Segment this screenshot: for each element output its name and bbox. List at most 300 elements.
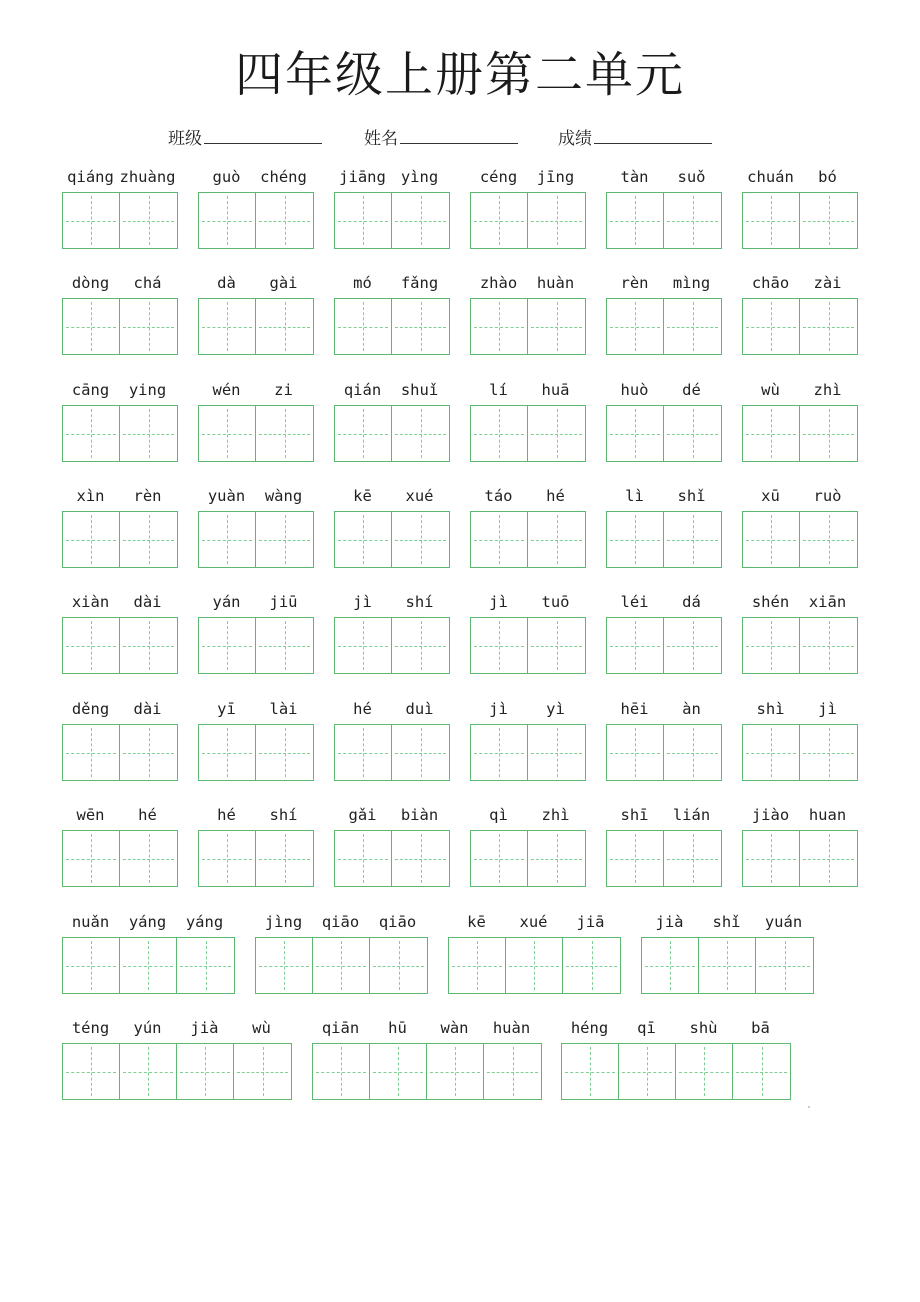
pinyin-syllable: jìng [264,913,303,931]
writing-grid [742,298,858,355]
pinyin-syllable: wàn [440,1019,469,1037]
pinyin-syllable: tàn [620,168,649,186]
writing-grid [606,192,722,249]
pinyin-syllable: jì [489,593,508,611]
writing-grid [62,192,178,249]
tianzige-cell[interactable] [743,193,800,248]
writing-grid [334,192,450,249]
pinyin-row [470,804,584,826]
tianzige-cell[interactable] [335,512,392,567]
word-group [742,485,858,570]
tianzige-cell[interactable] [392,831,449,886]
tianzige-cell[interactable] [743,406,800,461]
word-group [198,804,314,889]
tianzige-cell[interactable] [63,406,120,461]
pinyin-syllable: léi [620,593,649,611]
writing-grid [255,937,428,994]
pinyin-row [470,591,584,613]
writing-grid [742,617,858,674]
tianzige-cell[interactable] [471,618,528,673]
tianzige-cell[interactable] [63,512,120,567]
pinyin-syllable: wēn [76,806,105,824]
pinyin-syllable: huā [541,381,570,399]
pinyin-syllable: dá [682,593,701,611]
score-blank[interactable] [594,127,712,144]
pinyin-syllable: jiào [751,806,790,824]
pinyin-syllable: shǐ [677,487,706,505]
word-group [742,166,858,251]
writing-grid [742,830,858,887]
word-group [198,272,314,357]
pinyin-row [742,272,856,294]
tianzige-cell[interactable] [120,938,177,993]
tianzige-cell[interactable] [120,193,177,248]
tianzige-cell[interactable] [256,938,313,993]
tianzige-cell[interactable] [199,618,256,673]
tianzige-cell[interactable] [471,299,528,354]
writing-grid [470,617,586,674]
tianzige-cell[interactable] [234,1044,291,1099]
name-field[interactable] [364,126,518,152]
pinyin-row [62,911,233,933]
tianzige-cell[interactable] [562,1044,619,1099]
tianzige-cell[interactable] [63,299,120,354]
class-field[interactable] [168,126,322,152]
writing-grid [62,724,178,781]
writing-grid [606,511,722,568]
tianzige-cell[interactable] [642,938,699,993]
pinyin-syllable: qì [489,806,508,824]
tianzige-cell[interactable] [664,406,721,461]
class-label: 班级 [168,129,202,149]
tianzige-cell[interactable] [563,938,620,993]
pinyin-syllable: qī [637,1019,656,1037]
tianzige-cell[interactable] [743,512,800,567]
tianzige-cell[interactable] [335,618,392,673]
pinyin-row [255,911,426,933]
tianzige-cell[interactable] [800,299,857,354]
tianzige-cell[interactable] [484,1044,541,1099]
pinyin-syllable: zài [813,274,842,292]
tianzige-cell[interactable] [335,406,392,461]
pinyin-syllable: shì [756,700,785,718]
pinyin-syllable: qiāo [378,913,417,931]
pinyin-syllable: huàn [492,1019,531,1037]
pinyin-syllable: gài [269,274,298,292]
tianzige-cell[interactable] [392,406,449,461]
pinyin-syllable: chéng [260,168,307,186]
pinyin-syllable: ruò [813,487,842,505]
pinyin-syllable: dài [133,593,162,611]
tianzige-cell[interactable] [800,512,857,567]
tianzige-cell[interactable] [800,725,857,780]
writing-grid [334,298,450,355]
tianzige-cell[interactable] [313,1044,370,1099]
word-group [470,166,586,251]
word-group [62,272,178,357]
tianzige-cell[interactable] [199,831,256,886]
pinyin-syllable: xiān [808,593,847,611]
tianzige-cell[interactable] [743,725,800,780]
tianzige-cell[interactable] [528,618,585,673]
pinyin-syllable: mó [353,274,372,292]
tianzige-cell[interactable] [471,831,528,886]
pinyin-syllable: xū [761,487,780,505]
pinyin-syllable: téng [71,1019,110,1037]
tianzige-cell[interactable] [607,831,664,886]
pinyin-syllable: xué [405,487,434,505]
student-info [0,126,920,156]
pinyin-row [198,379,312,401]
tianzige-cell[interactable] [256,512,313,567]
pinyin-row [606,272,720,294]
tianzige-cell[interactable] [743,831,800,886]
class-blank[interactable] [204,127,322,144]
pinyin-syllable: gǎi [348,806,377,824]
writing-grid [198,724,314,781]
pinyin-syllable: cāng [71,381,110,399]
tianzige-cell[interactable] [63,1044,120,1099]
tianzige-cell[interactable] [199,725,256,780]
pinyin-row [198,485,312,507]
word-group [606,591,722,676]
pinyin-syllable: lián [672,806,711,824]
writing-grid [198,511,314,568]
tianzige-cell[interactable] [528,299,585,354]
writing-grid [198,617,314,674]
pinyin-syllable: qiān [321,1019,360,1037]
pinyin-syllable: shén [751,593,790,611]
tianzige-cell[interactable] [471,193,528,248]
word-group [62,911,235,996]
tianzige-cell[interactable] [800,831,857,886]
word-group [606,698,722,783]
tianzige-cell[interactable] [177,938,234,993]
tianzige-cell[interactable] [256,406,313,461]
tianzige-cell[interactable] [120,831,177,886]
word-group [742,591,858,676]
tianzige-cell[interactable] [120,618,177,673]
score-field[interactable] [558,126,712,152]
tianzige-cell[interactable] [313,938,370,993]
word-group [198,379,314,464]
tianzige-cell[interactable] [392,299,449,354]
word-group [470,804,586,889]
pinyin-syllable: yī [217,700,236,718]
pinyin-row [334,804,448,826]
tianzige-cell[interactable] [392,512,449,567]
tianzige-cell[interactable] [199,299,256,354]
tianzige-cell[interactable] [335,299,392,354]
word-group [606,379,722,464]
pinyin-syllable: zi [274,381,293,399]
pinyin-syllable: dé [682,381,701,399]
tianzige-cell[interactable] [733,1044,790,1099]
page-title: 四年级上册第二单元 [234,47,685,103]
pinyin-syllable: yún [133,1019,162,1037]
pinyin-syllable: chuán [747,168,794,186]
tianzige-cell[interactable] [528,193,585,248]
tianzige-cell[interactable] [756,938,813,993]
pinyin-row [334,166,448,188]
pinyin-syllable: kē [467,913,486,931]
pinyin-row [198,166,312,188]
pinyin-syllable: hé [353,700,372,718]
word-group [62,591,178,676]
pinyin-row [470,379,584,401]
tianzige-cell[interactable] [199,406,256,461]
pinyin-row [334,272,448,294]
tianzige-cell[interactable] [256,618,313,673]
pinyin-syllable: mìng [672,274,711,292]
tianzige-cell[interactable] [120,1044,177,1099]
tianzige-cell[interactable] [607,406,664,461]
tianzige-cell[interactable] [256,299,313,354]
tianzige-cell[interactable] [427,1044,484,1099]
tianzige-cell[interactable] [607,512,664,567]
writing-grid [448,937,621,994]
pinyin-row [62,591,176,613]
pinyin-syllable: qiāo [321,913,360,931]
tianzige-cell[interactable] [370,938,427,993]
pinyin-syllable: huò [620,381,649,399]
tianzige-cell[interactable] [664,299,721,354]
writing-grid [742,405,858,462]
tianzige-cell[interactable] [607,299,664,354]
tianzige-cell[interactable] [471,512,528,567]
writing-grid [198,830,314,887]
writing-grid [62,830,178,887]
tianzige-cell[interactable] [199,512,256,567]
pinyin-syllable: zhào [479,274,518,292]
writing-grid [334,405,450,462]
pinyin-syllable: jià [655,913,684,931]
tianzige-cell[interactable] [506,938,563,993]
pinyin-row [606,379,720,401]
writing-grid [606,405,722,462]
word-group [62,804,178,889]
pinyin-row [198,698,312,720]
pinyin-syllable: jiū [269,593,298,611]
pinyin-syllable: shí [405,593,434,611]
pinyin-syllable: biàn [400,806,439,824]
tianzige-cell[interactable] [199,193,256,248]
pinyin-syllable: shǐ [712,913,741,931]
word-group [470,591,586,676]
pinyin-syllable: ying [128,381,167,399]
tianzige-cell[interactable] [335,831,392,886]
pinyin-syllable: hé [138,806,157,824]
writing-grid [606,298,722,355]
writing-grid [606,830,722,887]
tianzige-cell[interactable] [392,193,449,248]
tianzige-cell[interactable] [370,1044,427,1099]
writing-grid [334,511,450,568]
pinyin-row [470,485,584,507]
tianzige-cell[interactable] [449,938,506,993]
pinyin-syllable: nuǎn [71,913,110,931]
pinyin-row [334,591,448,613]
pinyin-row [606,804,720,826]
tianzige-cell[interactable] [528,725,585,780]
tianzige-cell[interactable] [528,512,585,567]
pinyin-syllable: yán [212,593,241,611]
writing-grid [641,937,814,994]
pinyin-row [334,379,448,401]
writing-grid [198,405,314,462]
pinyin-syllable: huàn [536,274,575,292]
pinyin-syllable: rèn [620,274,649,292]
writing-grid [742,192,858,249]
tianzige-cell[interactable] [607,193,664,248]
pinyin-row [742,485,856,507]
tianzige-cell[interactable] [120,406,177,461]
word-group [470,485,586,570]
writing-grid [62,405,178,462]
pinyin-row [606,166,720,188]
name-label: 姓名 [364,129,398,149]
tianzige-cell[interactable] [743,299,800,354]
tianzige-cell[interactable] [63,618,120,673]
tianzige-cell[interactable] [607,618,664,673]
pinyin-row [742,591,856,613]
pinyin-syllable: wù [761,381,780,399]
pinyin-row [198,591,312,613]
word-group [198,485,314,570]
pinyin-syllable: jiāng [339,168,386,186]
tianzige-cell[interactable] [676,1044,733,1099]
pinyin-syllable: jiā [576,913,605,931]
pinyin-syllable: duì [405,700,434,718]
tianzige-cell[interactable] [800,193,857,248]
pinyin-syllable: héng [570,1019,609,1037]
stray-mark [808,1106,810,1108]
tianzige-cell[interactable] [335,193,392,248]
pinyin-syllable: qiáng [67,168,114,186]
tianzige-cell[interactable] [471,725,528,780]
word-group [62,485,178,570]
pinyin-row [742,698,856,720]
tianzige-cell[interactable] [664,618,721,673]
name-blank[interactable] [400,127,518,144]
tianzige-cell[interactable] [664,512,721,567]
tianzige-cell[interactable] [392,725,449,780]
word-group [198,698,314,783]
pinyin-row [606,485,720,507]
tianzige-cell[interactable] [528,831,585,886]
writing-grid [470,511,586,568]
pinyin-syllable: xué [519,913,548,931]
pinyin-syllable: jì [353,593,372,611]
tianzige-cell[interactable] [528,406,585,461]
pinyin-row [198,804,312,826]
tianzige-cell[interactable] [256,193,313,248]
writing-grid [470,830,586,887]
pinyin-row [606,698,720,720]
tianzige-cell[interactable] [607,725,664,780]
pinyin-syllable: shuǐ [400,381,439,399]
tianzige-cell[interactable] [392,618,449,673]
tianzige-cell[interactable] [471,406,528,461]
pinyin-syllable: xiàn [71,593,110,611]
pinyin-row [742,166,856,188]
pinyin-syllable: jì [818,700,837,718]
pinyin-syllable: shī [620,806,649,824]
word-group [470,379,586,464]
pinyin-syllable: yáng [185,913,224,931]
tianzige-cell[interactable] [256,831,313,886]
tianzige-cell[interactable] [63,831,120,886]
word-group [62,698,178,783]
tianzige-cell[interactable] [800,406,857,461]
tianzige-cell[interactable] [743,618,800,673]
writing-grid [742,511,858,568]
pinyin-row [62,379,176,401]
writing-grid [334,830,450,887]
pinyin-row [62,698,176,720]
pinyin-row [606,591,720,613]
tianzige-cell[interactable] [256,725,313,780]
pinyin-row [641,911,812,933]
tianzige-cell[interactable] [664,193,721,248]
pinyin-syllable: hū [388,1019,407,1037]
writing-grid [606,617,722,674]
writing-grid [334,724,450,781]
word-group [62,379,178,464]
tianzige-cell[interactable] [699,938,756,993]
pinyin-row [334,485,448,507]
tianzige-cell[interactable] [664,831,721,886]
word-group [448,911,621,996]
tianzige-cell[interactable] [63,938,120,993]
tianzige-cell[interactable] [335,725,392,780]
pinyin-row [62,1017,290,1039]
pinyin-syllable: fǎng [400,274,439,292]
tianzige-cell[interactable] [120,299,177,354]
tianzige-cell[interactable] [120,725,177,780]
pinyin-syllable: qián [343,381,382,399]
pinyin-row [62,485,176,507]
pinyin-syllable: kē [353,487,372,505]
tianzige-cell[interactable] [800,618,857,673]
pinyin-row [448,911,619,933]
pinyin-syllable: suǒ [677,168,706,186]
word-group [742,379,858,464]
word-group [742,272,858,357]
word-group [606,272,722,357]
pinyin-syllable: rèn [133,487,162,505]
word-group [606,485,722,570]
word-group [255,911,428,996]
pinyin-syllable: hēi [620,700,649,718]
tianzige-cell[interactable] [619,1044,676,1099]
pinyin-syllable: jì [489,700,508,718]
pinyin-syllable: wén [212,381,241,399]
writing-grid [312,1043,542,1100]
word-group [561,1017,791,1102]
pinyin-syllable: jià [190,1019,219,1037]
word-group [334,698,450,783]
word-group [198,591,314,676]
writing-grid [62,298,178,355]
tianzige-cell[interactable] [120,512,177,567]
pinyin-syllable: yuàn [207,487,246,505]
pinyin-row [742,804,856,826]
tianzige-cell[interactable] [664,725,721,780]
tianzige-cell[interactable] [63,725,120,780]
tianzige-cell[interactable] [177,1044,234,1099]
tianzige-cell[interactable] [63,193,120,248]
